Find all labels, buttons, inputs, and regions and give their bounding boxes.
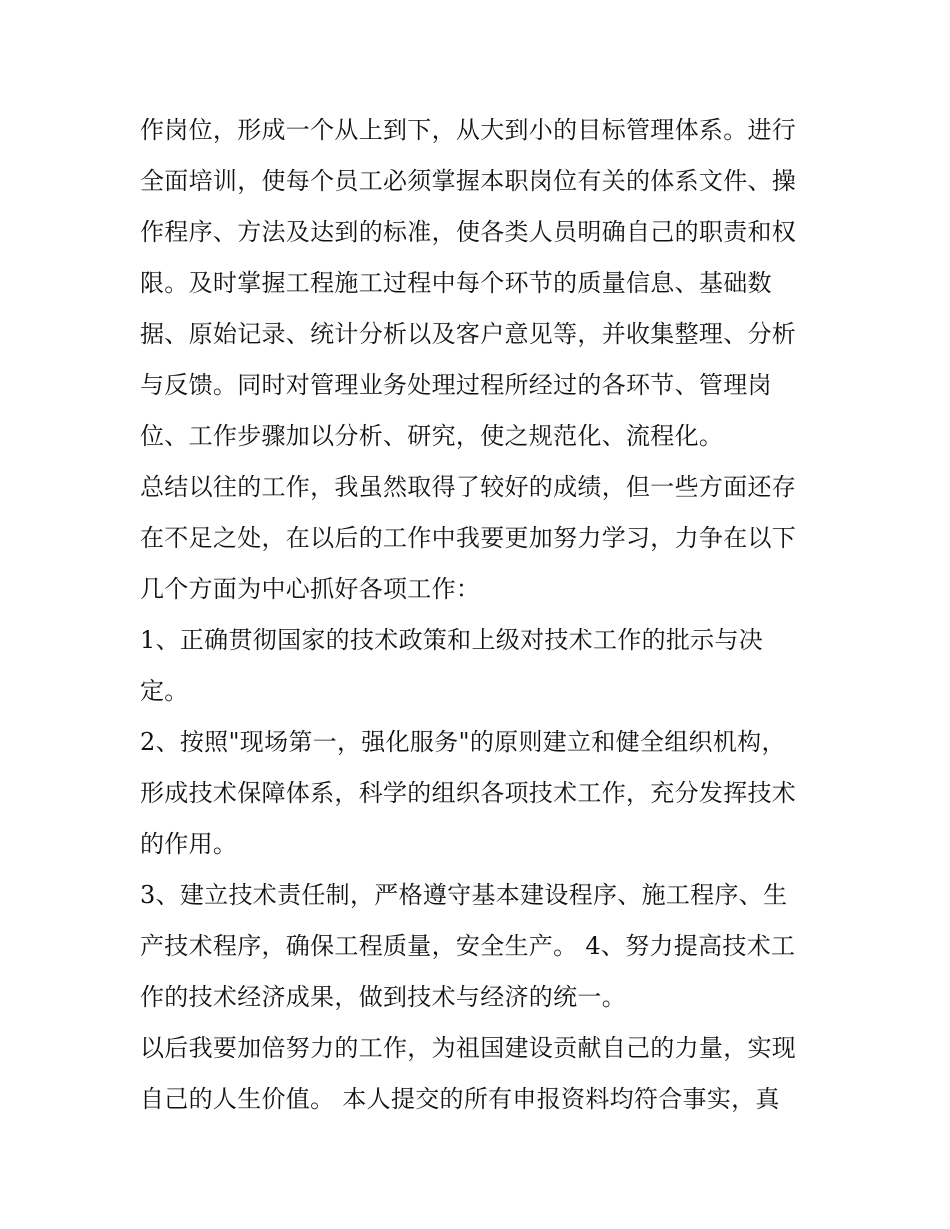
text-line: 几个方面为中心抓好各项工作：	[140, 575, 481, 603]
text-line: 以后我要加倍努力的工作，为祖国建设贡献自己的力量，实现	[140, 1034, 797, 1062]
list-item-4-line: 作的技术经济成果，做到技术与经济的统一。	[140, 983, 626, 1011]
list-item-2-line: 的作用。	[140, 830, 238, 858]
text-line: 据、原始记录、统计分析以及客户意见等，并收集整理、分析	[140, 320, 797, 348]
list-item-2-line: 2、按照"现场第一，强化服务"的原则建立和健全组织机构，	[140, 728, 786, 756]
list-item-1-line: 1、正确贯彻国家的技术政策和上级对技术工作的批示与决	[140, 626, 764, 654]
list-item-2-line: 形成技术保障体系，科学的组织各项技术工作，充分发挥技术	[140, 779, 797, 807]
text-line: 位、工作步骤加以分析、研究，使之规范化、流程化。	[140, 422, 724, 450]
text-line: 在不足之处，在以后的工作中我要更加努力学习，力争在以下	[140, 524, 797, 552]
text-line: 与反馈。同时对管理业务处理过程所经过的各环节、管理岗	[140, 371, 772, 399]
text-line: 作程序、方法及达到的标准，使各类人员明确自己的职责和权	[140, 218, 797, 246]
body-text	[140, 105, 820, 1125]
text-line: 全面培训，使每个员工必须掌握本职岗位有关的体系文件、操	[140, 167, 797, 195]
text-line: 限。及时掌握工程施工过程中每个环节的质量信息、基础数	[140, 269, 772, 297]
list-item-1-line: 定。	[140, 677, 189, 705]
text-line: 作岗位，形成一个从上到下，从大到小的目标管理体系。进行	[140, 116, 797, 144]
text-line: 总结以往的工作，我虽然取得了较好的成绩，但一些方面还存	[140, 473, 797, 501]
list-item-3-line: 3、建立技术责任制，严格遵守基本建设程序、施工程序、生	[140, 881, 788, 909]
text-line: 自己的人生价值。 本人提交的所有申报资料均符合事实，真	[140, 1085, 780, 1113]
list-item-3-line: 产技术程序，确保工程质量，安全生产。 4、努力提高技术工	[140, 932, 796, 960]
